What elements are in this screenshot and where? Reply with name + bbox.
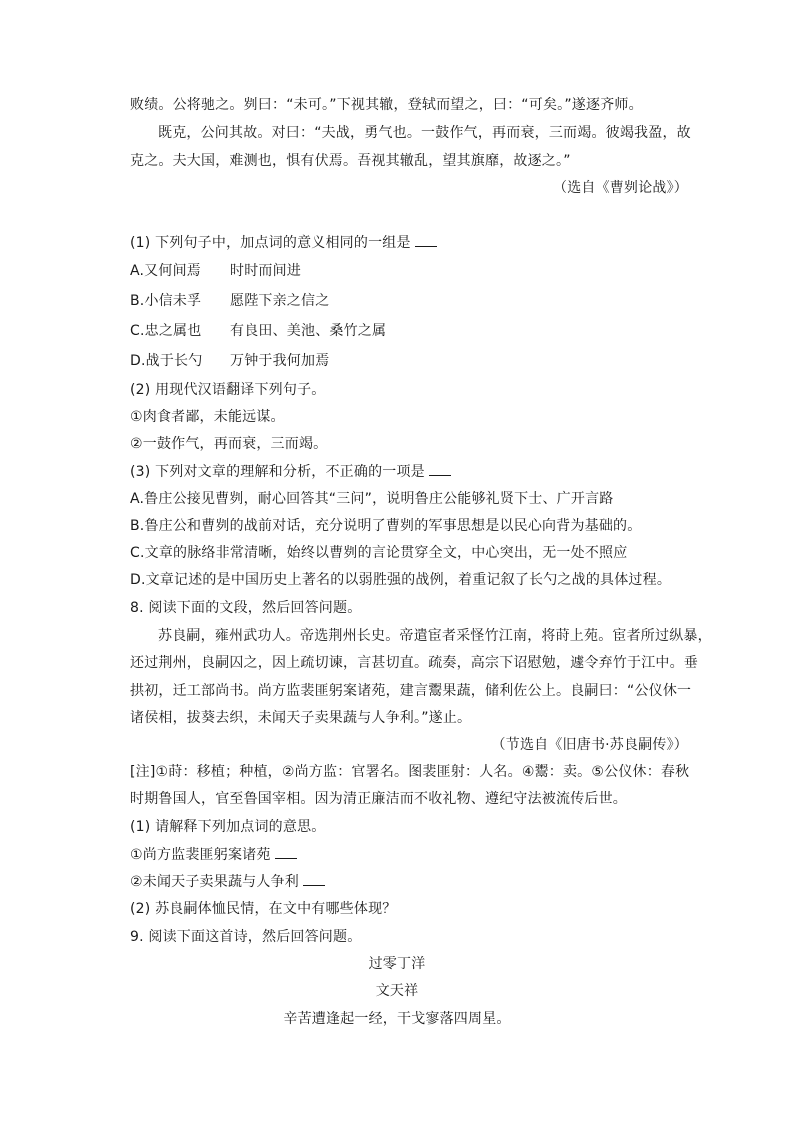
question-7-2-prompt: (2) 用现代汉语翻译下列句子。	[130, 382, 326, 398]
answer-blank[interactable]	[275, 846, 297, 859]
passage-source: （选自《曹刿论战》）	[553, 180, 688, 196]
passage-line: 诸侯相，拔葵去织，未闻天子卖果蔬与人争利。”遂止。	[130, 710, 472, 726]
note-line: [注]①莳：移植；种植，②尚方监：官署名。图裴匪射：人名。④鬻：卖。⑤公仪休：春秋	[130, 764, 690, 780]
option-row: D.战于长勺 万钟于我何加焉	[130, 353, 330, 369]
option-row: B.小信未孚 愿陛下亲之信之	[130, 293, 330, 309]
passage-line: 克之。夫大国，难测也，惧有伏焉。吾视其辙乱，望其旗靡，故逐之。”	[130, 153, 571, 169]
explain-item: ①尚方监裴匪躬案诸苑	[130, 846, 690, 864]
answer-blank[interactable]	[415, 234, 437, 247]
explain-item: ②未闻天子卖果蔬与人争利	[130, 873, 690, 891]
note-line: 时期鲁国人，官至鲁国宰相。因为清正廉洁而不收礼物、遵纪守法被流传后世。	[130, 791, 627, 807]
question-8-2-prompt: (2) 苏良嗣体恤民情，在文中有哪些体现？	[130, 901, 397, 917]
option-row: A.又何间焉 时时而间进	[130, 263, 301, 279]
poem-title: 过零丁洋	[368, 956, 426, 972]
option-row: A.鲁庄公接见曹刿，耐心回答其“三问”，说明鲁庄公能够礼贤下士、广开言路	[130, 491, 614, 507]
passage-line: 苏良嗣，雍州武功人。帝选荆州长史。帝遣宦者采怪竹江南，将莳上苑。宦者所过纵暴，	[158, 628, 712, 644]
question-7-3-prompt: (3) 下列对文章的理解和分析，不正确的一项是	[130, 463, 690, 481]
option-row: C.文章的脉络非常清晰，始终以曹刿的言论贯穿全文，中心突出，无一处不照应	[130, 545, 628, 561]
passage-source: （节选自《旧唐书·苏良嗣传》）	[491, 737, 688, 753]
translate-item: ①肉食者鄙，未能远谋。	[130, 409, 285, 425]
question-9-heading: 9. 阅读下面这首诗，然后回答问题。	[130, 929, 362, 945]
question-8-heading: 8. 阅读下面的文段，然后回答问题。	[130, 600, 362, 616]
option-row: B.鲁庄公和曹刿的战前对话，充分说明了曹刿的军事思想是以民心向背为基础的。	[130, 518, 642, 534]
poem-line: 辛苦遭逢起一经，干戈寥落四周星。	[283, 1011, 511, 1027]
question-8-1-prompt: (1) 请解释下列加点词的意思。	[130, 819, 326, 835]
answer-blank[interactable]	[303, 873, 325, 886]
poem-author: 文天祥	[375, 983, 419, 999]
answer-blank[interactable]	[429, 463, 451, 476]
passage-line: 败绩。公将驰之。刿曰：“未可。”下视其辙，登轼而望之，曰：“可矣。”遂逐齐师。	[130, 97, 643, 113]
question-7-1-prompt: (1) 下列句子中，加点词的意义相同的一组是	[130, 234, 690, 252]
passage-line: 还过荆州，良嗣囚之，因上疏切谏，言甚切直。疏奏，高宗下诏慰勉，遽令弃竹于江中。垂	[130, 655, 698, 671]
passage-line: 拱初，迁工部尚书。尚方监裴匪躬案诸苑，建言鬻果蔬，储利佐公上。良嗣曰：“公仪休一	[130, 683, 692, 699]
passage-line: 既克，公问其故。对曰：“夫战，勇气也。一鼓作气，再而衰，三而竭。彼竭我盈，故	[158, 125, 691, 141]
option-row: D.文章记述的是中国历史上著名的以弱胜强的战例，着重记叙了长勺之战的具体过程。	[130, 572, 672, 588]
translate-item: ②一鼓作气，再而衰，三而竭。	[130, 436, 328, 452]
option-row: C.忠之属也 有良田、美池、桑竹之属	[130, 323, 387, 339]
